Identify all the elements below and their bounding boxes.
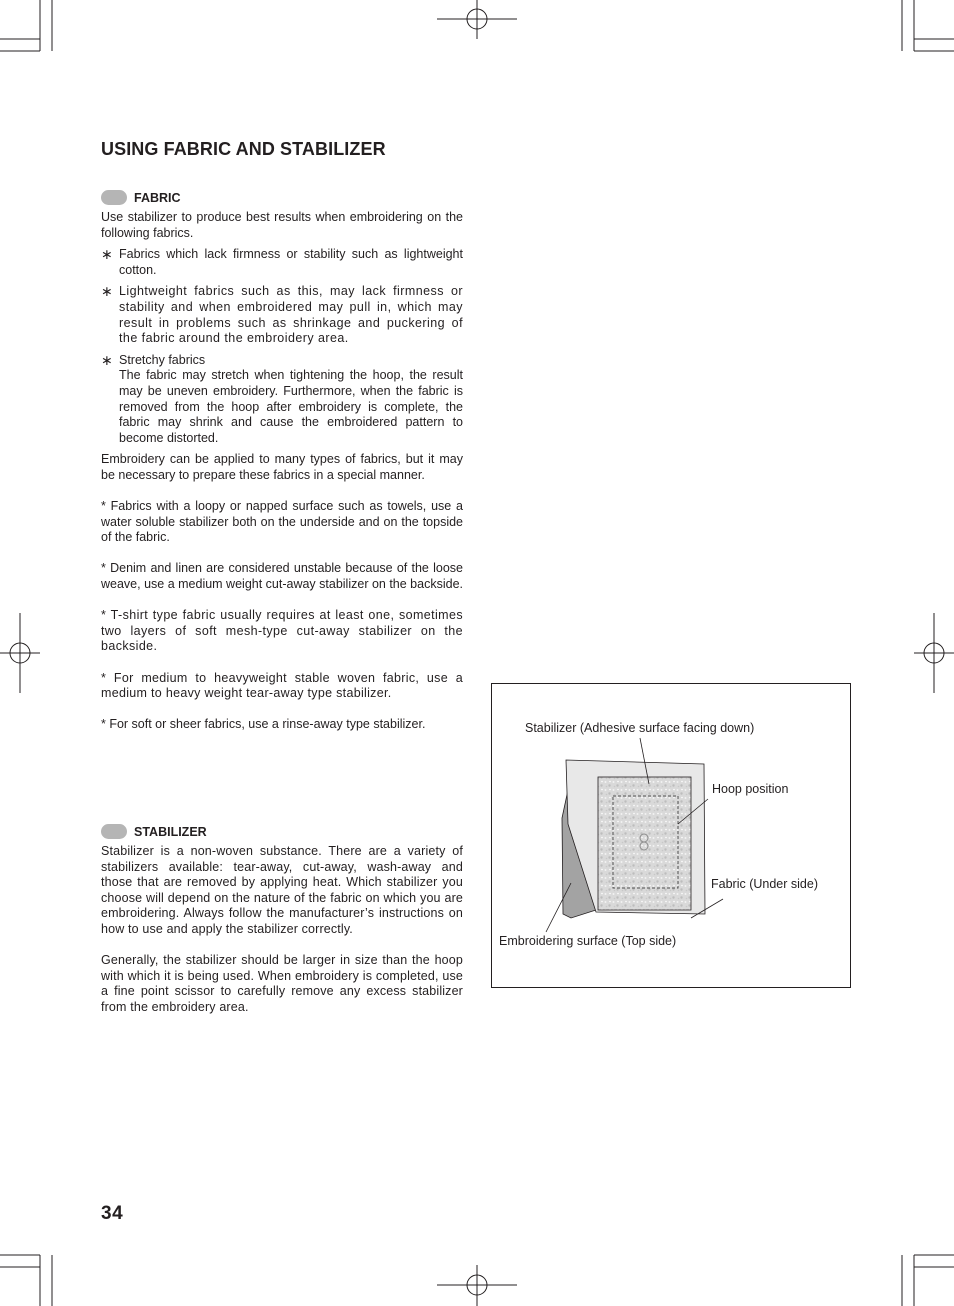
fabric-underside-label: Fabric (Under side) [711, 877, 818, 891]
stabilizer-paragraph: Stabilizer is a non-woven substance. There are a variety of stabilizers available: tear-away, cut-away, wash-away and those that are removed by applying heat. Which stabilizer you choose will depend on the nature of the fabric on which you are embroidering. Always follow the manufacturer’s instructions on how to use and apply the stabilizer correctly. [101, 844, 463, 936]
fabric-heading-label: FABRIC [134, 190, 181, 205]
fabric-intro: Use stabilizer to produce best results when embroidering on the following fabrics. [101, 210, 463, 240]
fabric-bullet [101, 353, 463, 447]
stabilizer-paragraph: Generally, the stabilizer should be larger in size than the hoop with which it is being used. When embroidery is completed, use a fine point scissor to carefully remove any excess stabilizer from the embroidery area. [101, 953, 463, 1014]
asterisk-icon: ∗ [101, 351, 113, 368]
fabric-body [101, 210, 463, 733]
asterisk-icon: ∗ [101, 283, 113, 300]
asterisk-icon: ∗ [101, 246, 113, 263]
fabric-paragraph: * For soft or sheer fabrics, use a rinse-away type stabilizer. [101, 717, 426, 732]
section-marker-icon [101, 190, 127, 205]
fabric-bullet [101, 247, 463, 278]
stabilizer-label: Stabilizer (Adhesive surface facing down) [525, 721, 755, 735]
fabric-paragraph: * For medium to heavyweight stable woven fabric, use a medium to heavy weight tear-away type stabilizer. [101, 670, 463, 701]
fabric-bullet [101, 284, 463, 346]
fabric-paragraph: * Fabrics with a loopy or napped surface such as towels, use a water soluble stabilizer both on the underside and on the topside of the fabric. [101, 499, 463, 545]
page-title: USING FABRIC AND STABILIZER [101, 139, 386, 159]
fabric-heading [101, 190, 181, 205]
stabilizer-heading [101, 824, 207, 839]
stabilizer-heading-label: STABILIZER [134, 824, 207, 839]
bullet-text: Lightweight fabrics such as this, may lack firmness or stability and when embroidered may pull in, which may result in problems such as shrinkage and puckering of the fabric around the embroidery area. [119, 284, 463, 346]
stabilizer-body [101, 844, 463, 1016]
hoop-position-label: Hoop position [712, 782, 789, 796]
fabric-paragraph: Embroidery can be applied to many types of fabrics, but it may be necessary to prepare these fabrics in a special manner. [101, 452, 463, 482]
fabric-paragraph: * T-shirt type fabric usually requires at least one, sometimes two layers of soft mesh-type cut-away stabilizer on the backside. [101, 608, 463, 654]
embroidering-surface-label: Embroidering surface (Top side) [499, 934, 677, 948]
stabilizer-figure [491, 683, 851, 988]
section-marker-icon [101, 824, 127, 839]
fabric-paragraph: * Denim and linen are considered unstable because of the loose weave, use a medium weight cut-away stabilizer on the backside. [101, 561, 463, 592]
bullet-text: Stretchy fabrics [119, 352, 206, 367]
bullet-detail: The fabric may stretch when tightening the hoop, the result may be uneven embroidery. Furthermore, when the fabric is removed from the hoop after embroidery is complete, the fabric may shrink and cause the embroidered pattern to become distorted. [119, 368, 463, 445]
page-number: 34 [101, 1203, 124, 1224]
bullet-text: Fabrics which lack firmness or stability such as lightweight cotton. [119, 247, 463, 277]
